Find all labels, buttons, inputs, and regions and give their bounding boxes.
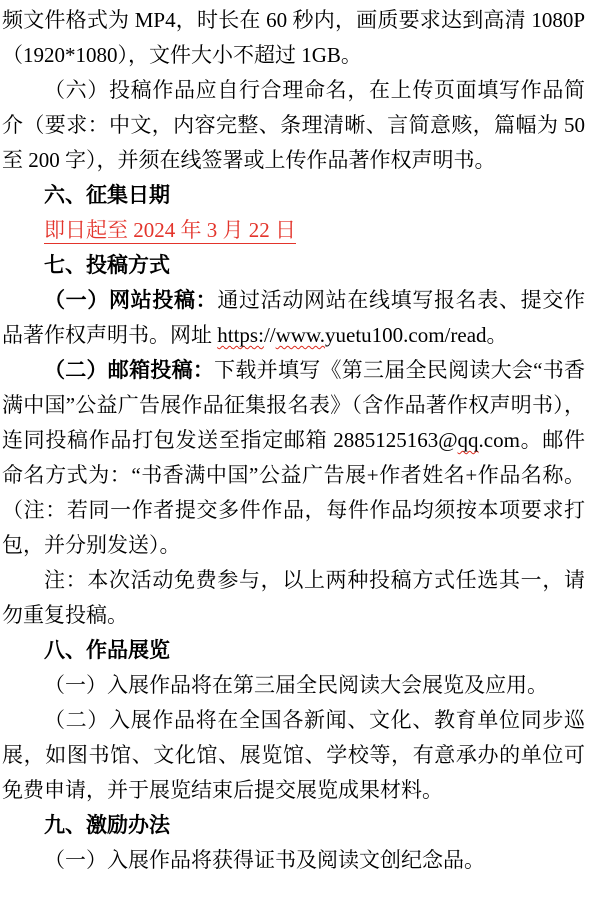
paragraph (2, 668, 585, 703)
spellcheck-underline-text: qq (457, 428, 479, 452)
text-run: // (263, 323, 276, 347)
text-run: 注：本次活动免费参与，以上两种投稿方式任选其一，请勿重复投稿。 (2, 568, 585, 627)
paragraph (2, 843, 585, 878)
paragraph (2, 213, 585, 248)
text-run: （一）入展作品将在第三届全民阅读大会展览及应用。 (44, 673, 548, 697)
text-run: 下载并填写《第三届全民阅读大会“书香满中国”公益广告展作品征集报名表》（含作品著作权声明书），连同投稿作品打包发送至指定邮箱 2885125163@ (2, 358, 585, 452)
spellcheck-underline-text: www. (275, 323, 325, 347)
text-run: （二）入展作品将在全国各新闻、文化、教育单位同步巡展，如图书馆、文化馆、展览馆、学校等，有意承办的单位可免费申请，并于展览结束后提交展览成果材料。 (2, 708, 585, 802)
paragraph (2, 703, 585, 808)
section-heading (2, 178, 585, 213)
text-run: （一）入展作品将获得证书及阅读文创纪念品。 (44, 848, 485, 872)
text-run: 九、激励办法 (44, 814, 170, 837)
date-red-underline-text: 即日起至 2024 年 3 月 22 日 (44, 218, 296, 242)
paragraph (2, 283, 585, 353)
paragraph (2, 353, 585, 563)
document-body (2, 3, 585, 878)
paragraph (2, 3, 585, 73)
section-heading (2, 248, 585, 283)
text-run: 频文件格式为 MP4，时长在 60 秒内，画质要求达到高清 1080P（1920*1080），文件大小不超过 1GB。 (2, 8, 585, 67)
text-run: yuetu100.com/read。 (325, 323, 508, 347)
paragraph (2, 563, 585, 633)
text-run: （六）投稿作品应自行合理命名，在上传页面填写作品简介（要求：中文，内容完整、条理清晰、言简意赅，篇幅为 50 至 200 字），并须在线签署或上传作品著作权声明书。 (2, 78, 585, 172)
bold-label-text: （二）邮箱投稿： (44, 358, 215, 382)
text-run: 通过活动网站在线填写报名表、提交作品著作权声明书。网址 (2, 288, 586, 347)
section-heading (2, 808, 585, 843)
text-run: 八、作品展览 (44, 639, 170, 662)
text-run: 六、征集日期 (44, 184, 170, 207)
text-run: 七、投稿方式 (44, 254, 170, 277)
paragraph (2, 73, 585, 178)
text-run: .com。邮件命名方式为：“书香满中国”公益广告展+作者姓名+作品名称。（注：若同一作者提交多件作品，每件作品均须按本项要求打包，并分别发送）。 (2, 428, 586, 557)
section-heading (2, 633, 585, 668)
bold-label-text: （一）网站投稿： (44, 288, 218, 312)
spellcheck-underline-text: https: (217, 323, 264, 347)
